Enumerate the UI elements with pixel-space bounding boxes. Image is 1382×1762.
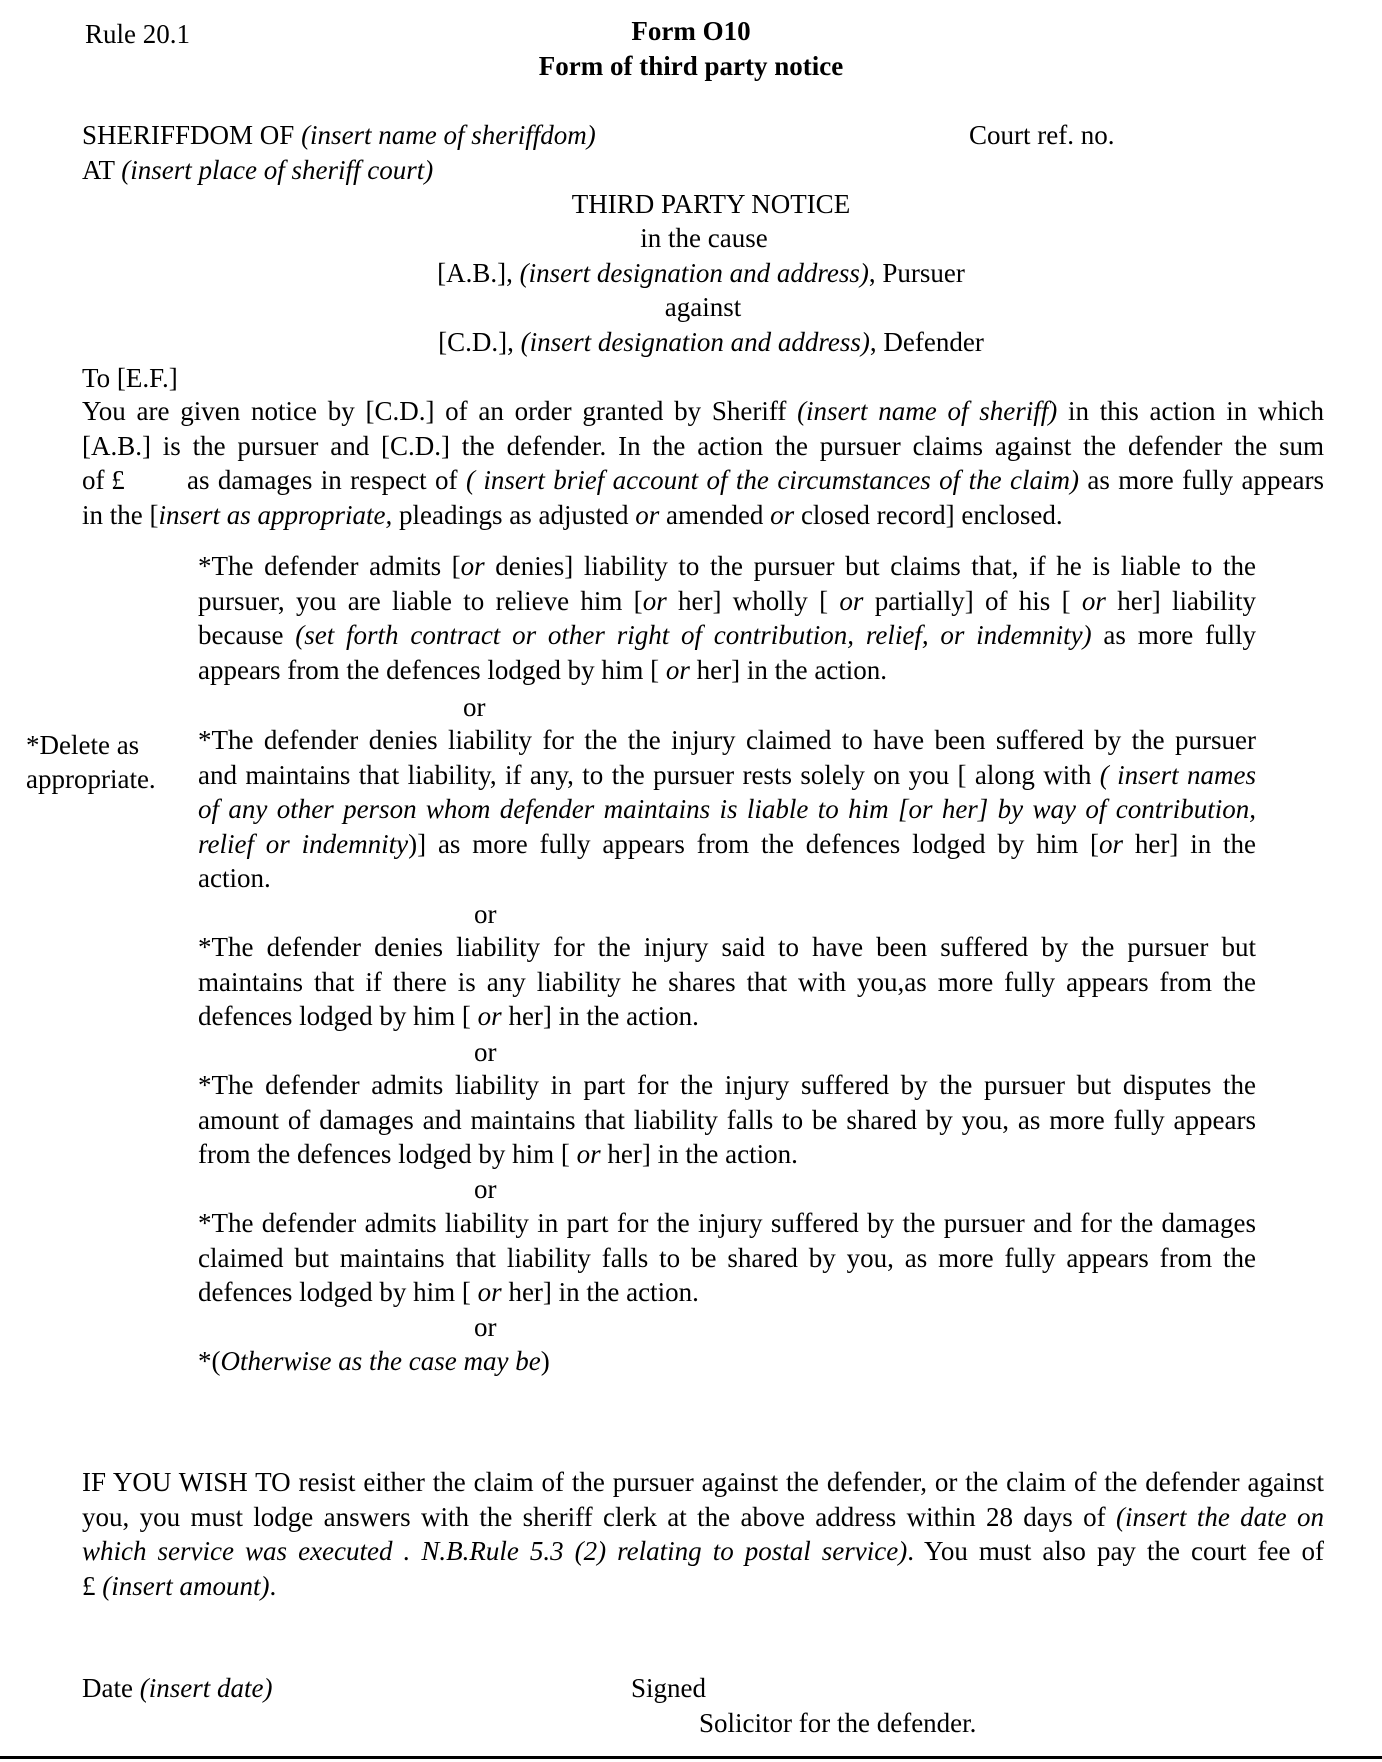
pursuer-role: , Pursuer [868,258,965,288]
signed-label: Signed [631,1673,707,1703]
court-ref-label: Court ref. no. [969,120,1115,150]
or-separator: or [474,899,497,929]
defender-role: , Defender [869,327,984,357]
notice-title: THIRD PARTY NOTICE [571,189,851,219]
intro-paragraph [82,394,1324,532]
or-separator: or [474,1312,497,1342]
intro-line: You are given notice by [C.D.] of an order granted by Sheriff (insert name of sheriff) in this action in which [82,396,1324,426]
alternative-3: *The defender denies liability for the injury said to have been suffered by the pursuer but maintains that if there is any liability he shares that with you,as more fully appears from the defences lodged by him [ or her] in the action. [198,932,1256,1031]
intro-line: [A.B.] is the pursuer and [C.D.] the defender. In the action the pursuer claims against the defender the sum [82,430,1324,461]
alternative-2: *The defender denies liability for the the injury claimed to have been suffered by the pursuer and maintains that liability, if any, to the pursuer rests solely on you [ along with ( insert names of any other person whom defender maintains is liable to him [or her] by way of contribution, relief or indemnity)] as more fully appears from the defences lodged by him [or her] in the action. [198,725,1257,893]
delete-note: appropriate. [26,764,156,794]
defender-designation: (insert designation and address) [520,327,870,357]
alternative-6: *(Otherwise as the case may be) [198,1346,550,1376]
resist-paragraph: IF YOU WISH TO resist either the claim of the pursuer against the defender, or the claim of the defender against you, you must lodge answers with the sheriff clerk at the above address within 28 days of (insert the date on which service was executed . N.B.Rule 5.3 (2) relating to postal service). You must also pay the court fee of £ (insert amount). [82,1467,1324,1601]
against: against [664,292,742,322]
alternative-4: *The defender admits liability in part for the injury suffered by the pursuer but disputes the amount of damages and maintains that liability falls to be shared by you, as more fully appears from the defences lodged by him [ or her] in the action. [198,1070,1256,1169]
in-the-cause: in the cause [640,223,768,253]
alternative-1: *The defender admits [or denies] liability to the pursuer but claims that, if he is liable to the pursuer, you are liable to relieve him [or her] wholly [ or partially] of his [ or her] liability because (set forth contract or other right of contribution, relief, or indemnity) as more fully appears from the defences lodged by him [ or her] in the action. [198,551,1257,685]
date-placeholder: (insert date) [139,1673,273,1703]
date-line [82,1671,272,1706]
or-separator: or [474,1037,497,1067]
defender-name: [C.D.], [438,327,521,357]
at-label: AT [82,155,122,185]
bottom-rule [0,1756,1382,1759]
form-title: Form O10 [631,16,751,46]
solicitor-label: Solicitor for the defender. [699,1708,977,1738]
date-label: Date [82,1673,140,1703]
pursuer-line [0,256,1382,291]
addressee: To [E.F.] [82,363,178,393]
court-place-line [82,153,433,188]
or-separator: or [463,692,486,722]
sheriffdom-label: SHERIFFDOM OF [82,120,302,150]
intro-line: of £ as damages in respect of ( insert brief account of the circumstances of the claim) as more fully appears [82,465,1324,495]
delete-note: *Delete as [26,730,140,760]
form-subtitle: Form of third party notice [538,51,844,81]
court-place-placeholder: (insert place of sheriff court) [121,155,434,185]
rule-number: Rule 20.1 [85,19,190,49]
or-separator: or [474,1174,497,1204]
pursuer-name: [A.B.], [437,258,520,288]
sheriffdom-placeholder: (insert name of sheriffdom) [301,120,596,150]
sheriffdom-line [82,118,596,153]
alternative-5: *The defender admits liability in part for the injury suffered by the pursuer and for the damages claimed but maintains that liability falls to be shared by you, as more fully appears from the defences lodged by him [ or her] in the action. [198,1208,1256,1307]
defender-line [0,325,1382,360]
intro-line: in the [insert as appropriate, pleadings as adjusted or amended or closed record] enclosed. [82,499,1063,530]
pursuer-designation: (insert designation and address) [519,258,869,288]
